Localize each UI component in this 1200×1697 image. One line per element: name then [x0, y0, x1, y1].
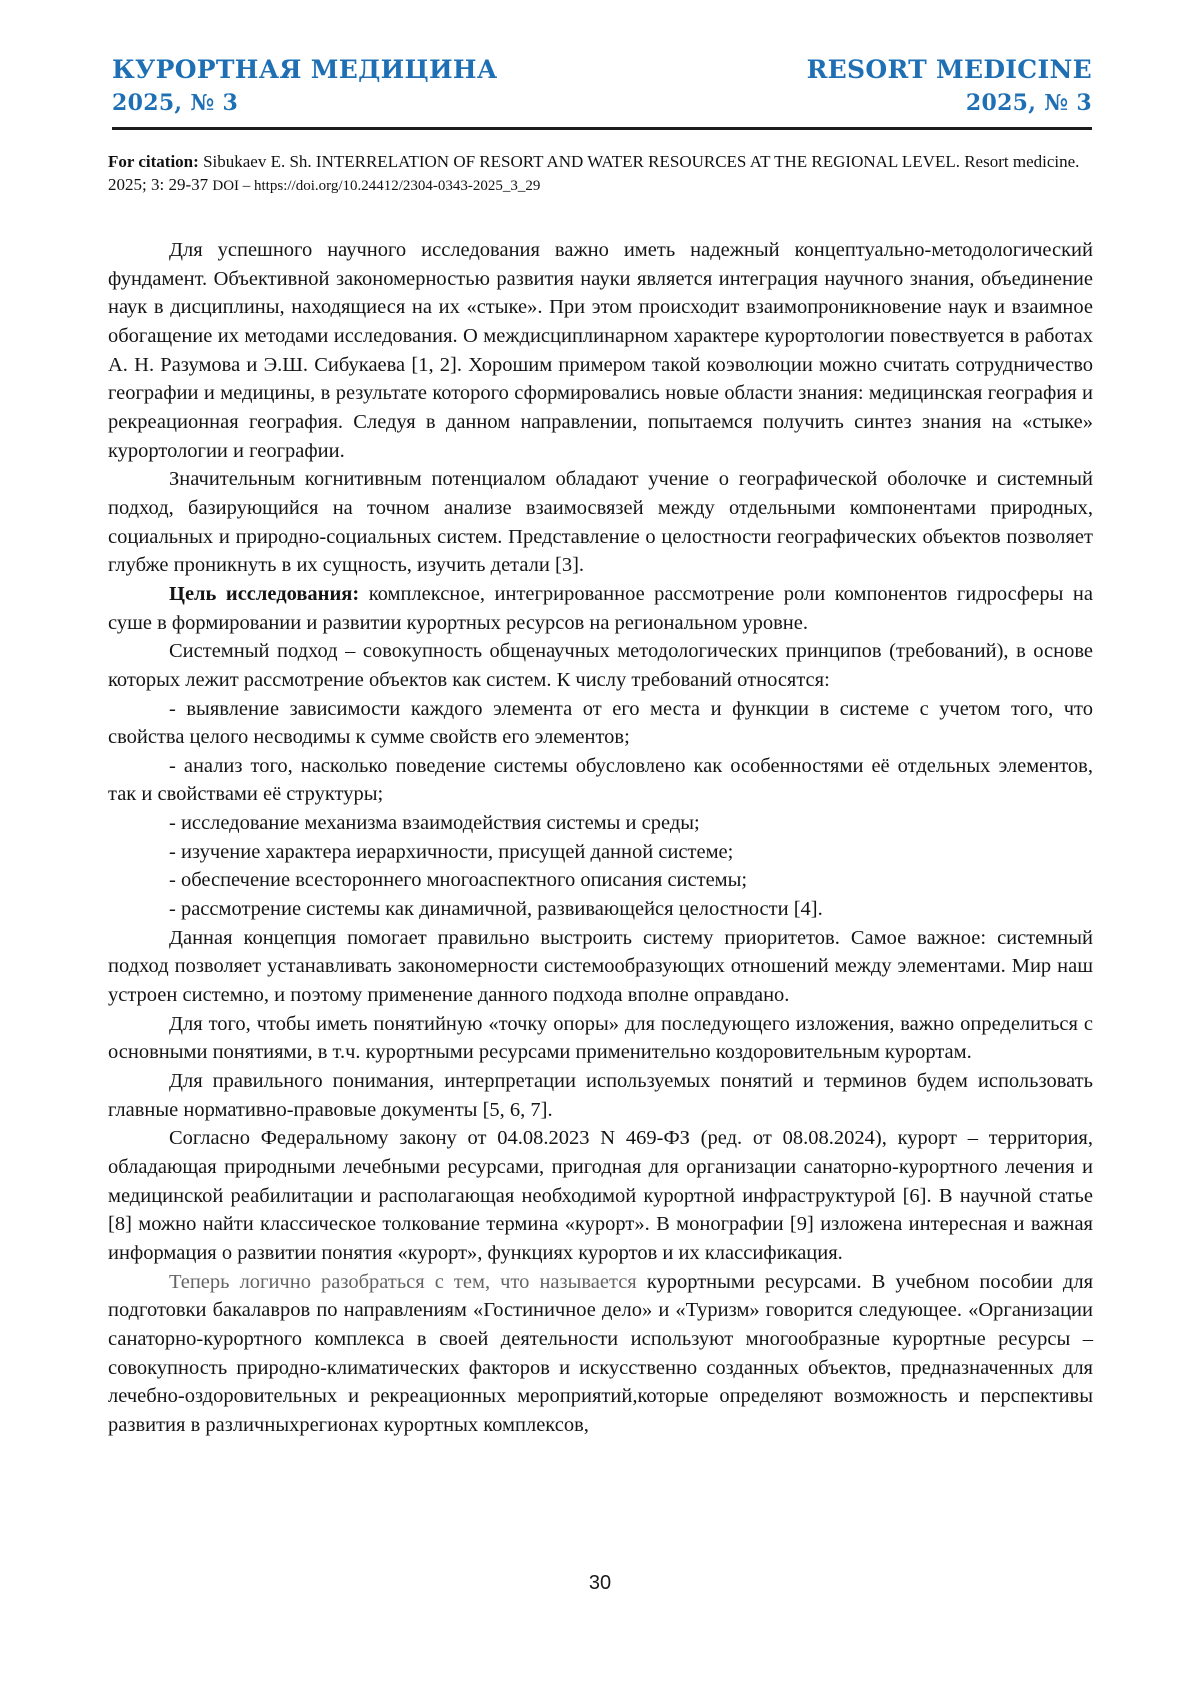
- header-right: [807, 56, 1092, 116]
- paragraph-point-of-support: [108, 1010, 1093, 1067]
- page-header: [112, 56, 1092, 116]
- paragraph-text: комплексное, интегрированное рассмотрение роли компонентов гидросферы на суше в формировании и развитии курортных ресурсов на региональном уровне.: [108, 582, 1093, 634]
- journal-title-ru: КУРОРТНАЯ МЕДИЦИНА: [112, 55, 498, 84]
- paragraph-text: - рассмотрение системы как динамичной, развивающейся целостности [4].: [169, 898, 823, 921]
- list-item-1: [108, 695, 1093, 752]
- paragraph-text: Для того, чтобы иметь понятийную «точку опоры» для последующего изложения, важно определиться с основными понятиями, в т.ч. курортными ресурсами применительно коздоровительным курортам.: [108, 1012, 1093, 1064]
- list-item-5: [108, 866, 1093, 895]
- journal-issue-ru: 2025, № 3: [112, 89, 239, 116]
- list-item-2: [108, 752, 1093, 809]
- citation-label: For citation:: [108, 152, 199, 171]
- paragraph-system-approach: [108, 637, 1093, 694]
- paragraph-text: - исследование механизма взаимодействия системы и среды;: [169, 812, 700, 835]
- paragraph-text: Значительным когнитивным потенциалом обладают учение о географической оболочке и системный подход, базирующийся на точном анализе взаимосвязей между отдельными компонентами природных, социальных и природно-социальных систем. Представление о целостности географических объектов позволяет глубже проникнуть в их сущность, изучить детали [3].: [108, 468, 1093, 577]
- citation-text: Sibukaev E. Sh. INTERRELATION OF RESORT AND WATER RESOURCES AT THE REGIONAL LEVEL. Resort medicine. 2025; 3: 29-37: [108, 152, 1080, 194]
- paragraph-text: Для успешного научного исследования важно иметь надежный концептуально-методологический фундамент. Объективной закономерностью развития науки является интеграция научного знания, объединение наук в дисциплины, находящиеся на их «стыке». При этом происходит взаимопроникновение наук и взаимное обогащение их методами исследования. О междисциплинарном характере курортологии повествуется в работах А. Н. Разумова и Э.Ш. Сибукаева [1, 2]. Хорошим примером такой коэволюции можно считать сотрудничество географии и медицины, в результате которого сформировались новые области знания: медицинская география и рекреационная география. Следуя в данном направлении, попытаемся получить синтез знания на «стыке» курортологии и географии.: [108, 239, 1093, 462]
- list-item-6: [108, 895, 1093, 924]
- paragraph-text: Системный подход – совокупность общенаучных методологических принципов (требований), в основе которых лежит рассмотрение объектов как систем. К числу требований относятся:: [108, 640, 1093, 691]
- citation-doi: DOI – https://doi.org/10.24412/2304-0343-2025_3_29: [212, 178, 541, 194]
- paragraph-text: - анализ того, насколько поведение системы обусловлено как особенностями её отдельных элементов, так и свойствами её структуры;: [108, 754, 1093, 806]
- paragraph-resort-resources: [108, 1268, 1093, 1440]
- paragraph-cognitive-potential: [108, 465, 1093, 580]
- paragraph-intro: [108, 236, 1093, 465]
- paragraph-text: - выявление зависимости каждого элемента от его места и функции в системе с учетом того, что свойства целого несводимы к сумме свойств его элементов;: [108, 697, 1093, 749]
- paragraph-research-goal: [108, 580, 1093, 637]
- article-body: [108, 236, 1093, 1440]
- paragraph-text: курортными ресурсами. В учебном пособии для подготовки бакалавров по направлениям «Гостиничное дело» и «Туризм» говорится следующее. «Организации санаторно-курортного комплекса в своей деятельности используют многообразные курортные ресурсы – совокупность природно-климатических факторов и искусственно созданных объектов, предназначенных для лечебно-оздоровительных и рекреационных мероприятий,которые определяют возможность и перспективы развития в различныхрегионах курортных комплексов,: [108, 1270, 1093, 1436]
- paragraph-text: - обеспечение всестороннего многоаспектного описания системы;: [169, 869, 748, 892]
- inserted-gray-text: Теперь логично разобраться с тем, что называется: [169, 1270, 647, 1293]
- page-number: 30: [588, 1572, 612, 1594]
- paragraph-text: Данная концепция помогает правильно выстроить систему приоритетов. Самое важное: системный подход позволяет устанавливать закономерности системообразующих отношений между элементами. Мир наш устроен системно, и поэтому применение данного подхода вполне оправдано.: [108, 926, 1093, 1007]
- list-item-3: [108, 809, 1093, 838]
- paragraph-federal-law: [108, 1124, 1093, 1267]
- paragraph-text: Для правильного понимания, интерпретации используемых понятий и терминов будем использовать главные нормативно-правовые документы [5, 6, 7].: [108, 1070, 1093, 1121]
- citation-block: [108, 150, 1093, 198]
- paragraph-legal-documents: [108, 1067, 1093, 1124]
- header-left: [112, 56, 497, 116]
- paragraph-text: - изучение характера иерархичности, присущей данной системе;: [169, 840, 734, 863]
- list-item-4: [108, 838, 1093, 867]
- paragraph-text: Согласно Федеральному закону от 04.08.2023 N 469-ФЗ (ред. от 08.08.2024), курорт – территория, обладающая природными лечебными ресурсами, пригодная для организации санаторно-курортного лечения и медицинской реабилитации и располагающая необходимой курортной инфраструктурой [6]. В научной статье [8] можно найти классическое толкование термина «курорт». В монографии [9] изложена интересная и важная информация о развитии понятия «курорт», функциях курортов и их классификация.: [108, 1127, 1093, 1264]
- paragraph-concept-priorities: [108, 924, 1093, 1010]
- research-goal-label: Цель исследования:: [169, 582, 360, 605]
- journal-title-en: RESORT MEDICINE: [806, 55, 1092, 84]
- header-divider: [112, 127, 1092, 130]
- journal-issue-en: 2025, № 3: [965, 89, 1092, 116]
